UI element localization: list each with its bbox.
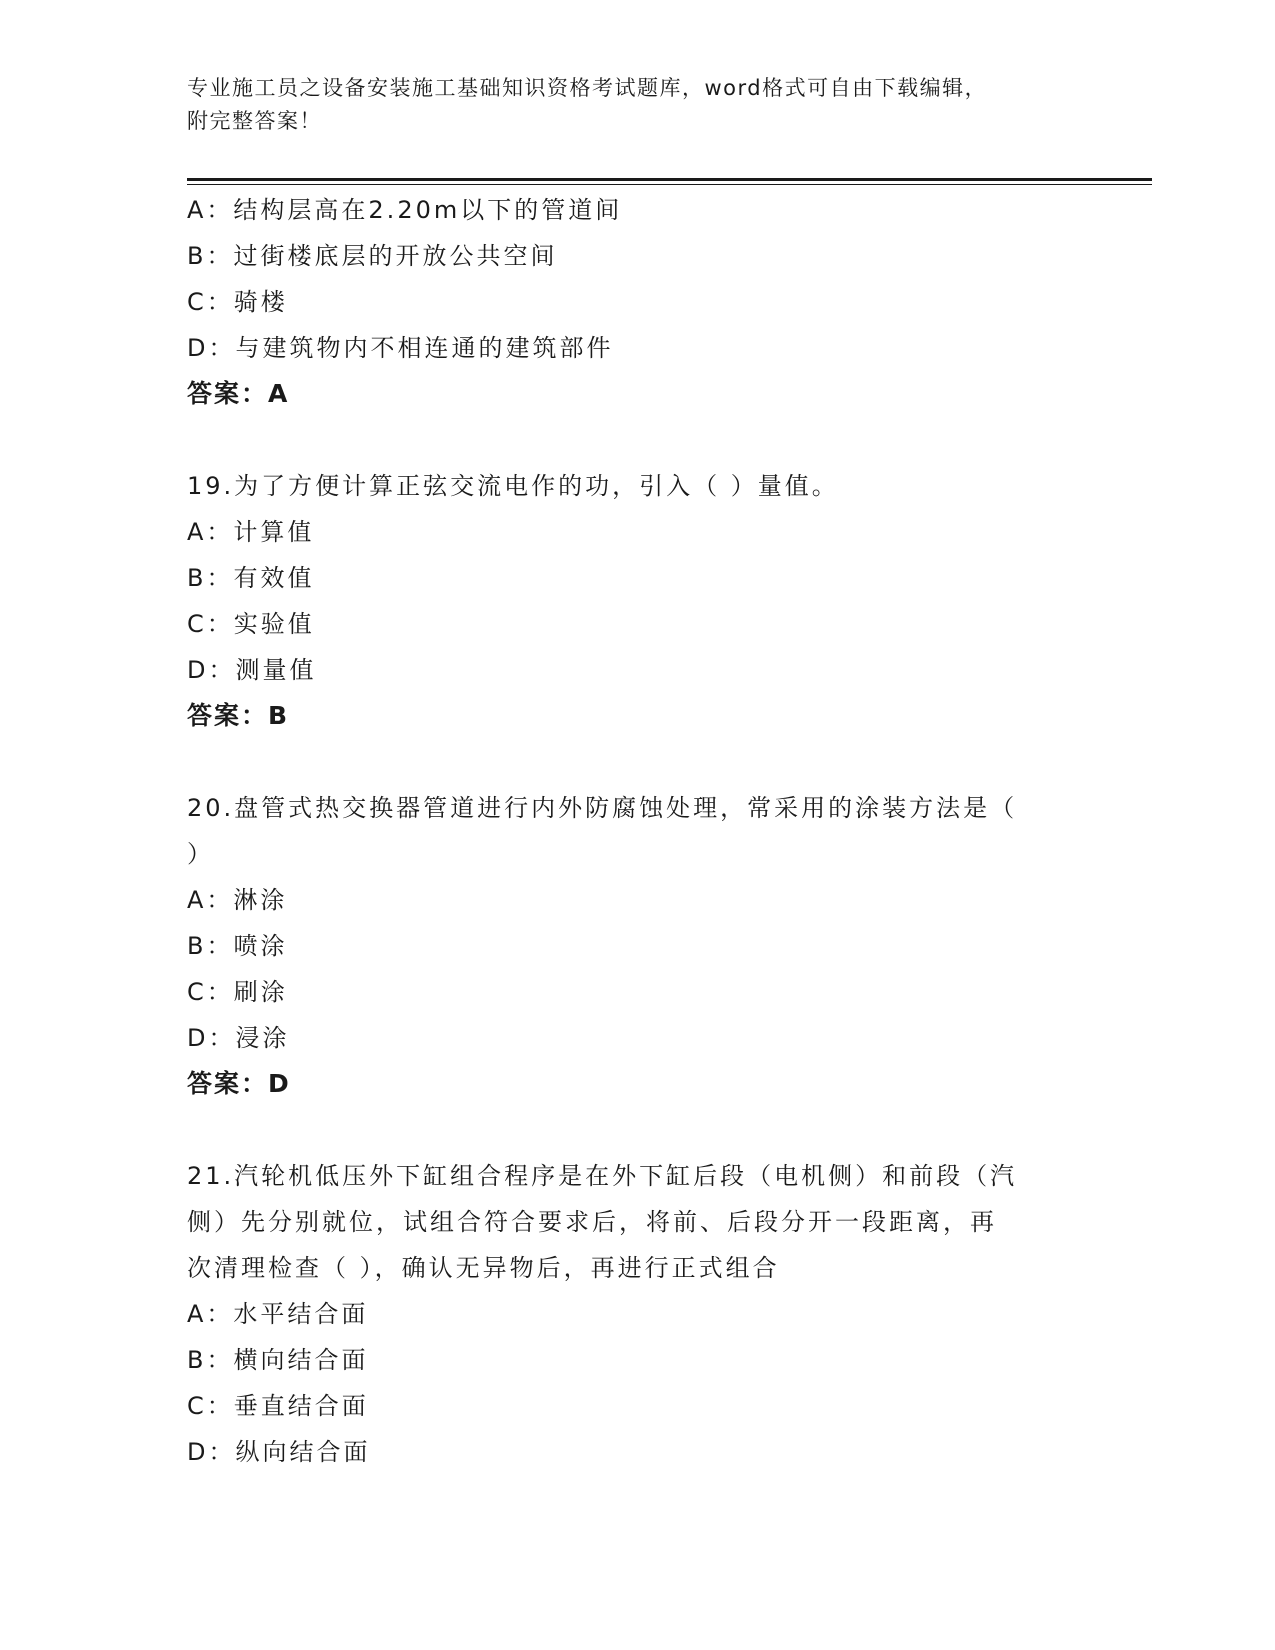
spacer <box>187 417 1087 463</box>
answer: 答案：D <box>187 1069 291 1098</box>
option-c: C：实验值 <box>187 610 315 638</box>
header-line-1: 专业施工员之设备安装施工基础知识资格考试题库，word格式可自由下载编辑， <box>187 76 988 100</box>
option-d: D：浸涂 <box>187 1024 290 1052</box>
option-d: D：纵向结合面 <box>187 1438 371 1466</box>
question-21 <box>187 1153 1087 1475</box>
option-c: C：骑楼 <box>187 288 288 316</box>
question-text-line-1: 21.汽轮机低压外下缸组合程序是在外下缸后段（电机侧）和前段（汽 <box>187 1162 1018 1190</box>
option-a: A：结构层高在2.20m以下的管道间 <box>187 196 623 224</box>
answer: 答案：B <box>187 701 290 730</box>
document-header <box>187 72 1087 138</box>
option-b: B：过街楼底层的开放公共空间 <box>187 242 558 270</box>
option-c: C：刷涂 <box>187 978 288 1006</box>
header-divider-thick <box>187 178 1152 181</box>
option-a: A：水平结合面 <box>187 1300 369 1328</box>
question-text: 19.为了方便计算正弦交流电作的功，引入（ ）量值。 <box>187 472 839 500</box>
question-18 <box>187 187 1087 417</box>
option-b: B：有效值 <box>187 564 315 592</box>
answer: 答案：A <box>187 379 290 408</box>
question-19 <box>187 463 1087 739</box>
question-text-line-1: 20.盘管式热交换器管道进行内外防腐蚀处理，常采用的涂装方法是（ <box>187 794 1018 822</box>
option-d: D：与建筑物内不相连通的建筑部件 <box>187 334 614 362</box>
option-a: A：计算值 <box>187 518 315 546</box>
option-d: D：测量值 <box>187 656 317 684</box>
question-text-line-2: 侧）先分别就位，试组合符合要求后，将前、后段分开一段距离，再 <box>187 1208 997 1236</box>
header-line-2: 附完整答案！ <box>187 109 322 133</box>
spacer <box>187 1107 1087 1153</box>
option-b: B：喷涂 <box>187 932 288 960</box>
header-divider-thin <box>187 184 1152 185</box>
option-c: C：垂直结合面 <box>187 1392 369 1420</box>
spacer <box>187 739 1087 785</box>
question-20 <box>187 785 1087 1107</box>
option-b: B：横向结合面 <box>187 1346 369 1374</box>
question-list <box>187 187 1087 1475</box>
question-text-line-2: ） <box>187 840 214 868</box>
question-text-line-3: 次清理检查（ ），确认无异物后，再进行正式组合 <box>187 1254 780 1282</box>
option-a: A：淋涂 <box>187 886 288 914</box>
